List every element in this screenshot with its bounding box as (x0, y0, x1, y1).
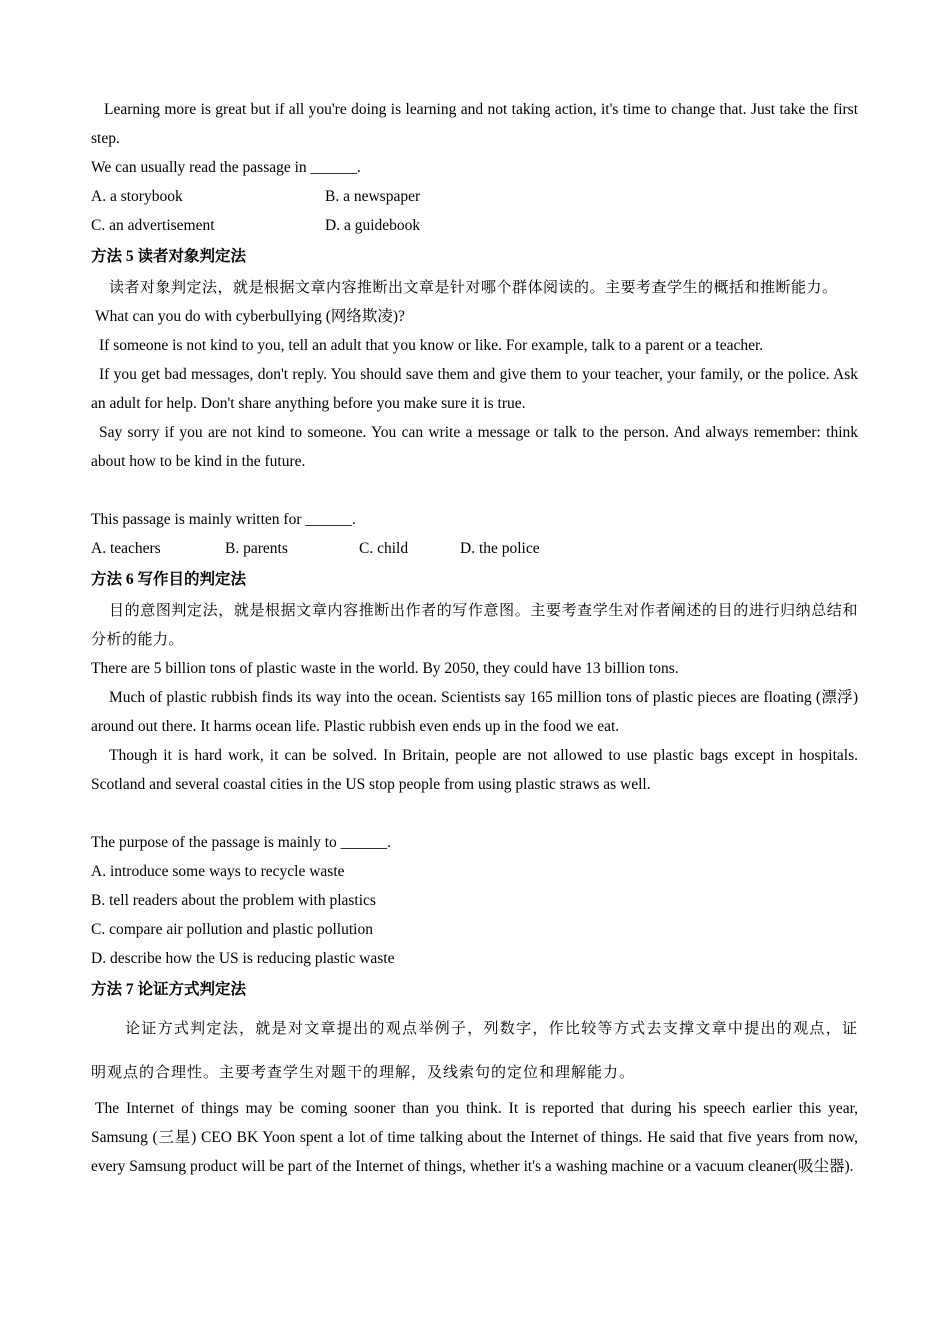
passage-paragraph: What can you do with cyberbullying (网络欺凌)? (95, 308, 405, 325)
section-heading: 方法 5 读者对象判定法 (91, 248, 247, 265)
method-intro: 目的意图判定法，就是根据文章内容推断出作者的写作意图。主要考查学生对作者阐述的目的进行归纳总结和分析的能力。 (91, 601, 858, 648)
passage-paragraph: Say sorry if you are not kind to someone. You can write a message or talk to the person. And always remember: think about how to be kind in the future. (91, 424, 858, 470)
method-intro: 论证方式判定法，就是对文章提出的观点举例子，列数字，作比较等方式去支撑文章中提出的观点，证明观点的合理性。主要考查学生对题干的理解，及线索句的定位和理解能力。 (91, 1019, 858, 1081)
passage-paragraph: There are 5 billion tons of plastic waste in the world. By 2050, they could have 13 billion tons. (91, 660, 679, 677)
option-a: A. teachers (91, 540, 161, 557)
question-text: We can usually read the passage in ______. (91, 159, 361, 176)
option-c: C. compare air pollution and plastic pollution (91, 921, 373, 938)
question-text: The purpose of the passage is mainly to ______. (91, 834, 392, 851)
passage-paragraph: Much of plastic rubbish finds its way into the ocean. Scientists say 165 million tons of plastic pieces are floating (漂浮) around out there. It harms ocean life. Plastic rubbish even ends up in the food we eat. (91, 689, 858, 735)
passage-paragraph: If someone is not kind to you, tell an adult that you know or like. For example, talk to a parent or a teacher. (99, 337, 764, 354)
spacer (91, 799, 858, 828)
option-c: C. an advertisement (91, 217, 215, 234)
option-c: C. child (359, 540, 409, 557)
options-row (91, 211, 858, 240)
options-row (91, 182, 858, 211)
document-page (91, 95, 858, 1181)
option-d: D. a guidebook (325, 217, 421, 234)
spacer (91, 476, 858, 505)
option-d: D. describe how the US is reducing plastic waste (91, 950, 395, 967)
question-text: This passage is mainly written for ______. (91, 511, 356, 528)
option-a: A. a storybook (91, 188, 183, 205)
option-b: B. a newspaper (325, 188, 421, 205)
passage-paragraph: Though it is hard work, it can be solved. In Britain, people are not allowed to use plastic bags except in hospitals. Scotland and several coastal cities in the US stop people from using plastic straws as well. (91, 747, 858, 793)
option-b: B. tell readers about the problem with plastics (91, 892, 376, 909)
section-heading: 方法 6 写作目的判定法 (91, 571, 247, 588)
passage-paragraph: Learning more is great but if all you're doing is learning and not taking action, it's time to change that. Just take the first step. (91, 101, 858, 147)
options-row (91, 534, 858, 563)
method-intro: 读者对象判定法，就是根据文章内容推断出文章是针对哪个群体阅读的。主要考查学生的概括和推断能力。 (109, 278, 838, 296)
passage-paragraph: If you get bad messages, don't reply. You should save them and give them to your teacher, your family, or the police. Ask an adult for help. Don't share anything before you make sure it is true. (91, 366, 858, 412)
section-heading: 方法 7 论证方式判定法 (91, 981, 247, 998)
option-a: A. introduce some ways to recycle waste (91, 863, 345, 880)
passage-paragraph: The Internet of things may be coming sooner than you think. It is reported that during his speech earlier this year, Samsung (三星) CEO BK Yoon spent a lot of time talking about the Internet of things. He said that five years from now, every Samsung product will be part of the Internet of things, whether it's a washing machine or a vacuum cleaner(吸尘器). (91, 1100, 858, 1175)
option-b: B. parents (225, 540, 288, 557)
option-d: D. the police (460, 540, 540, 557)
